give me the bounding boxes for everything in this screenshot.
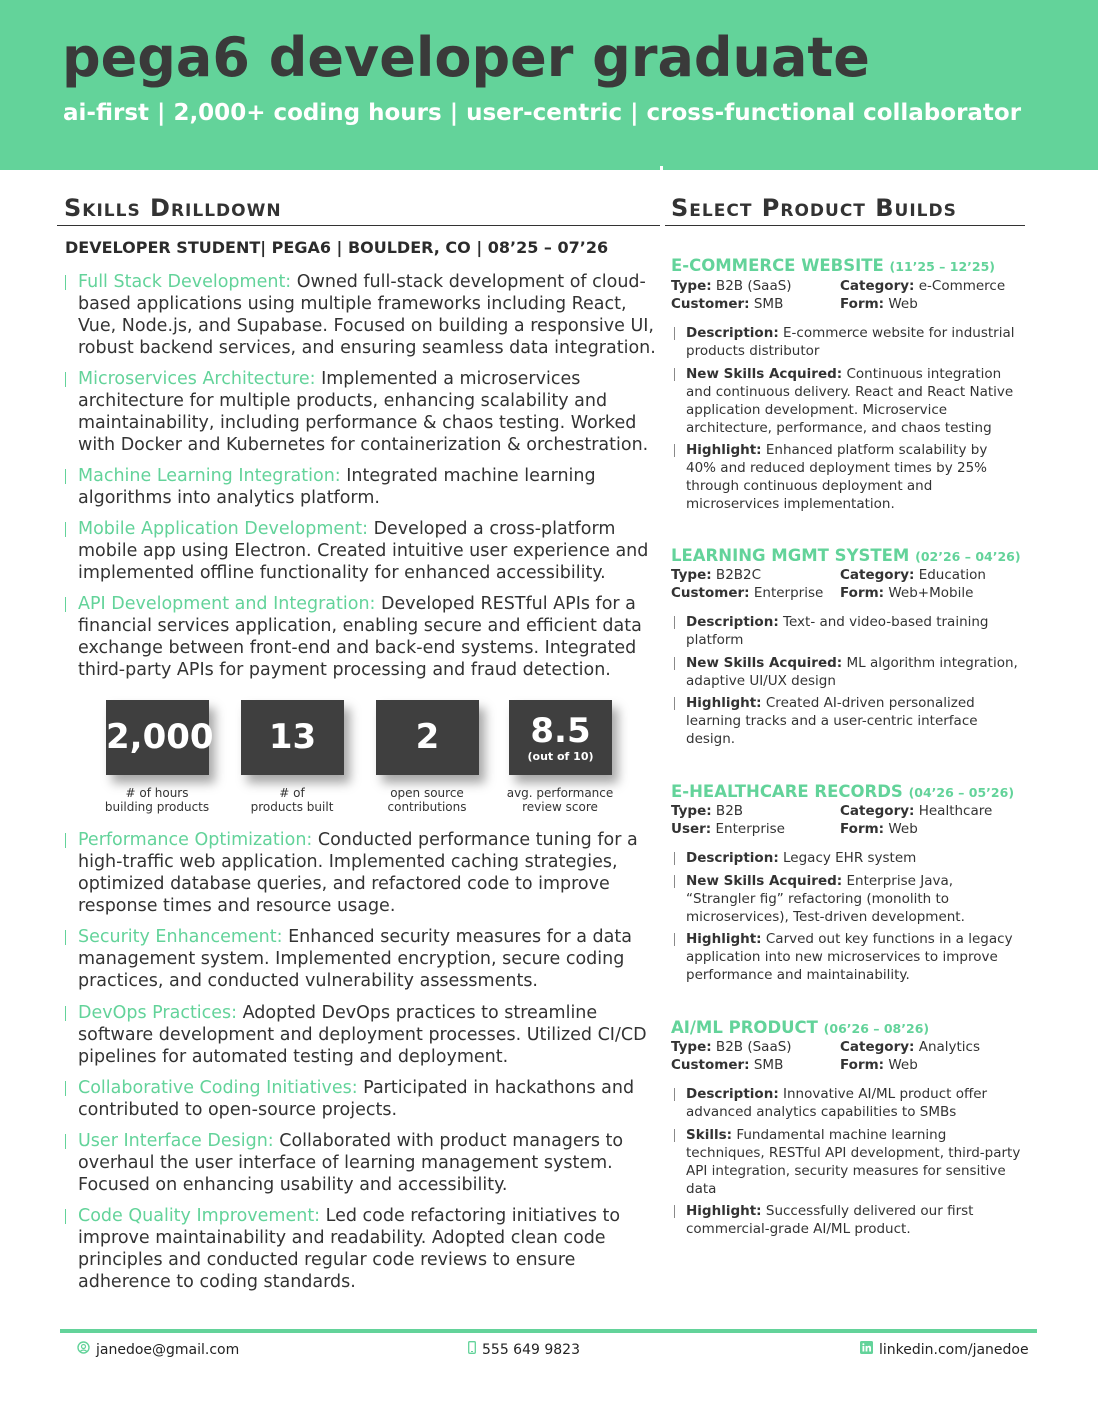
bullet-text: ML algorithm integration, adaptive UI/UX design xyxy=(686,655,1018,689)
role-line: DEVELOPER STUDENT| PEGA6 | BOULDER, CO | 08’25 – 07’26 xyxy=(65,238,609,257)
skill-text: Adopted DevOps practices to streamline software development and deployment processes. Utilized CI/CD pipelines for automated testing and deployment. xyxy=(78,1003,647,1067)
skill-text: Collaborated with product managers to overhaul the user interface of learning management system. Focused on enhancing usability and accessibility. xyxy=(78,1131,624,1195)
bullet-label: Highlight: xyxy=(686,442,762,458)
bullet-label: Description: xyxy=(686,325,779,341)
meta-value: Analytics xyxy=(914,1039,981,1055)
linkedin-icon xyxy=(860,1341,873,1358)
bullet-text: Enhanced platform scalability by 40% and reduced deployment times by 25% through continuous deployment and microservices implementation. xyxy=(686,442,988,512)
build-bullet xyxy=(686,872,1021,926)
stat-label-line: # of xyxy=(279,786,305,800)
stat-sub: (out of 10) xyxy=(527,750,594,763)
build-meta xyxy=(840,567,986,583)
stat-label-line: products built xyxy=(250,800,334,814)
bullet-text: Enterprise Java, “Strangler fig” refactoring (monolith to microservices), Test-driven development. xyxy=(686,873,965,925)
phone-icon xyxy=(468,1341,476,1358)
skill-text: Participated in hackathons and contributed to open-source projects. xyxy=(78,1078,635,1120)
page-title: pega6 developer graduate xyxy=(62,26,870,89)
build-title xyxy=(671,256,995,275)
build-meta xyxy=(671,296,783,312)
stat-label xyxy=(357,786,497,814)
header-tagline: ai-first | 2,000+ coding hours | user-centric | cross-functional collaborator xyxy=(63,100,1022,126)
stat-label-line: review score xyxy=(522,800,598,814)
stat-box-contributions xyxy=(376,700,479,775)
skill-text: Led code refactoring initiatives to improve maintainability and readability. Adopted clean code principles and conducted regular code reviews to ensure adherence to coding standards. xyxy=(78,1206,621,1292)
skill-name: Machine Learning Integration: xyxy=(78,466,341,486)
skill-name: API Development and Integration: xyxy=(78,594,376,614)
stat-box-hours xyxy=(106,700,214,775)
meta-key: Type: xyxy=(671,567,712,583)
stat-label-line: open source xyxy=(390,786,464,800)
meta-value: Web xyxy=(884,821,918,837)
bullet-label: New Skills Acquired: xyxy=(686,655,843,671)
meta-value: Web xyxy=(884,1057,918,1073)
stat-box-review-score xyxy=(509,700,612,775)
skill-text: Owned full-stack development of cloud-based applications using multiple frameworks including React, Vue, Node.js, and Supabase. Focused on building a responsive UI, robust backend services, and ensuring seamless data integration. xyxy=(78,272,656,358)
stat-label-line: building products xyxy=(104,800,210,814)
meta-key: Category: xyxy=(840,567,915,583)
build-meta xyxy=(671,278,792,294)
stat-box-products xyxy=(241,700,344,775)
bullet-label: New Skills Acquired: xyxy=(686,873,843,889)
phone-text[interactable]: 555 649 9823 xyxy=(482,1341,580,1358)
build-name: AI/ML PRODUCT xyxy=(671,1018,818,1037)
bullet-label: Highlight: xyxy=(686,695,762,711)
build-dates: (04’26 – 05’26) xyxy=(908,785,1015,800)
build-meta xyxy=(840,278,1005,294)
meta-value: Healthcare xyxy=(914,803,993,819)
footer-rule xyxy=(60,1329,1037,1333)
build-meta xyxy=(840,296,918,312)
header-divider-tick xyxy=(660,166,663,171)
stat-label-line: avg. performance xyxy=(506,786,614,800)
bullet-text: Legacy EHR system xyxy=(778,850,917,866)
builds-section-rule xyxy=(665,225,1025,226)
stat-value: 2,000 xyxy=(106,717,214,757)
skill-item xyxy=(78,926,656,992)
meta-value: e-Commerce xyxy=(914,278,1006,294)
meta-key: Type: xyxy=(671,803,712,819)
email-icon xyxy=(77,1341,90,1358)
meta-value: Education xyxy=(914,567,986,583)
bullet-text: Carved out key functions in a legacy application into new microservices to improve performance and maintainability. xyxy=(686,931,1013,983)
skill-item xyxy=(78,829,656,917)
meta-value: B2B (SaaS) xyxy=(711,278,792,294)
build-meta xyxy=(840,803,992,819)
bullet-label: Description: xyxy=(686,614,779,630)
meta-key: Form: xyxy=(840,585,885,601)
skill-text: Developed a cross-platform mobile app using Electron. Created intuitive user experience and implemented offline functionality for enhanced accessibility. xyxy=(78,519,649,583)
meta-value: B2B2C xyxy=(711,567,762,583)
build-title xyxy=(671,1018,929,1037)
skill-name: DevOps Practices: xyxy=(78,1003,238,1023)
build-meta xyxy=(671,585,823,601)
build-bullet xyxy=(686,324,1021,360)
build-dates: (06’26 – 08’26) xyxy=(823,1021,930,1036)
build-title xyxy=(671,546,1021,565)
bullet-text: E-commerce website for industrial products distributor xyxy=(686,325,1015,359)
meta-key: Customer: xyxy=(671,296,750,312)
bullet-label: Description: xyxy=(686,850,779,866)
footer-linkedin[interactable] xyxy=(860,1341,1029,1358)
build-bullet xyxy=(686,613,1021,649)
bullet-text: Continuous integration and continuous delivery. React and React Native application development. Microservice architecture, performance, and chaos testing xyxy=(686,366,1014,436)
header-banner xyxy=(0,0,1098,170)
email-text[interactable]: janedoe@gmail.com xyxy=(96,1341,240,1358)
skills-section-rule xyxy=(57,225,660,226)
meta-key: Category: xyxy=(840,803,915,819)
stat-label xyxy=(222,786,362,814)
build-meta xyxy=(840,821,918,837)
build-meta xyxy=(671,1039,792,1055)
bullet-label: New Skills Acquired: xyxy=(686,366,843,382)
bullet-text: Created AI-driven personalized learning tracks and a user-centric interface design. xyxy=(686,695,978,747)
meta-value: Enterprise xyxy=(749,585,824,601)
meta-value: SMB xyxy=(749,296,784,312)
meta-value: B2B (SaaS) xyxy=(711,1039,792,1055)
build-bullet xyxy=(686,1126,1021,1198)
meta-key: Category: xyxy=(840,1039,915,1055)
bullet-label: Highlight: xyxy=(686,1203,762,1219)
stat-value: 2 xyxy=(415,717,440,757)
skills-section-title: Skills Drilldown xyxy=(64,194,282,222)
build-bullet xyxy=(686,694,1021,748)
stat-value: 8.5 xyxy=(530,711,591,751)
skill-item xyxy=(78,271,656,359)
bullet-label: Skills: xyxy=(686,1127,733,1143)
stat-label xyxy=(490,786,630,814)
meta-value: Web+Mobile xyxy=(884,585,974,601)
skill-text: Implemented a microservices architecture for multiple products, enhancing scalability and maintainability, including performance & chaos testing. Worked with Docker and Kubernetes for containerization & orchestration. xyxy=(78,369,649,455)
meta-value: Web xyxy=(884,296,918,312)
meta-key: Type: xyxy=(671,1039,712,1055)
skill-item xyxy=(78,593,656,681)
skill-item xyxy=(78,465,656,509)
skill-text: Developed RESTful APIs for a financial services application, enabling secure and efficient data exchange between front-end and back-end systems. Integrated third-party APIs for payment processing and fraud detection. xyxy=(78,594,642,680)
stat-value: 13 xyxy=(268,717,317,757)
skill-name: Full Stack Development: xyxy=(78,272,292,292)
build-bullet xyxy=(686,1085,1021,1121)
build-bullet xyxy=(686,365,1021,437)
build-bullet xyxy=(686,1202,1021,1238)
skill-name: User Interface Design: xyxy=(78,1131,274,1151)
skill-item xyxy=(78,1077,656,1121)
footer-phone[interactable] xyxy=(468,1341,580,1358)
skill-item xyxy=(78,1205,656,1293)
build-bullet xyxy=(686,849,1021,867)
build-meta xyxy=(671,821,785,837)
meta-key: Type: xyxy=(671,278,712,294)
meta-key: Form: xyxy=(840,296,885,312)
build-meta xyxy=(671,567,761,583)
linkedin-text[interactable]: linkedin.com/janedoe xyxy=(879,1341,1029,1358)
skill-item xyxy=(78,518,656,584)
build-meta xyxy=(671,1057,783,1073)
meta-key: Customer: xyxy=(671,585,750,601)
build-meta xyxy=(840,585,973,601)
build-dates: (11’25 – 12’25) xyxy=(889,259,996,274)
stat-label xyxy=(87,786,227,814)
build-meta xyxy=(840,1057,918,1073)
skill-text: Integrated machine learning algorithms into analytics platform. xyxy=(78,466,596,508)
build-name: E-HEALTHCARE RECORDS xyxy=(671,782,903,801)
meta-key: Form: xyxy=(840,821,885,837)
bullet-text: Successfully delivered our first commercial-grade AI/ML product. xyxy=(686,1203,974,1237)
meta-value: B2B xyxy=(711,803,744,819)
build-bullet xyxy=(686,441,1021,513)
meta-key: Category: xyxy=(840,278,915,294)
meta-key: Form: xyxy=(840,1057,885,1073)
build-bullet xyxy=(686,930,1021,984)
meta-value: Enterprise xyxy=(711,821,785,837)
skill-item xyxy=(78,368,656,456)
build-dates: (02’26 – 04’26) xyxy=(915,549,1021,564)
meta-key: User: xyxy=(671,821,712,837)
skill-text: Conducted performance tuning for a high-traffic web application. Implemented caching strategies, optimized database queries, and refactored code to improve response times and resource usage. xyxy=(78,830,638,916)
stat-label-line: contributions xyxy=(387,800,467,814)
build-meta xyxy=(671,803,743,819)
meta-value: SMB xyxy=(749,1057,784,1073)
bullet-text: Fundamental machine learning techniques, RESTful API development, third-party API integration, security measures for sensitive data xyxy=(686,1127,1021,1197)
skill-item xyxy=(78,1002,656,1068)
build-name: LEARNING MGMT SYSTEM xyxy=(671,546,910,565)
skill-name: Mobile Application Development: xyxy=(78,519,369,539)
bullet-label: Highlight: xyxy=(686,931,762,947)
footer-email[interactable] xyxy=(77,1341,239,1358)
skill-name: Performance Optimization: xyxy=(78,830,313,850)
skill-text: Enhanced security measures for a data management system. Implemented encryption, secure coding practices, and conducted vulnerability assessments. xyxy=(78,927,632,991)
bullet-label: Description: xyxy=(686,1086,779,1102)
build-title xyxy=(671,782,1014,801)
skill-name: Microservices Architecture: xyxy=(78,369,316,389)
skill-item xyxy=(78,1130,656,1196)
bullet-text: Innovative AI/ML product offer advanced analytics capabilities to SMBs xyxy=(686,1086,988,1120)
stat-label-line: # of hours xyxy=(125,786,189,800)
meta-key: Customer: xyxy=(671,1057,750,1073)
build-bullet xyxy=(686,654,1021,690)
skill-name: Collaborative Coding Initiatives: xyxy=(78,1078,358,1098)
skill-name: Code Quality Improvement: xyxy=(78,1206,321,1226)
builds-section-title: Select Product Builds xyxy=(671,194,957,222)
skill-name: Security Enhancement: xyxy=(78,927,283,947)
build-meta xyxy=(840,1039,980,1055)
bullet-text: Text- and video-based training platform xyxy=(686,614,989,648)
build-name: E-COMMERCE WEBSITE xyxy=(671,256,884,275)
